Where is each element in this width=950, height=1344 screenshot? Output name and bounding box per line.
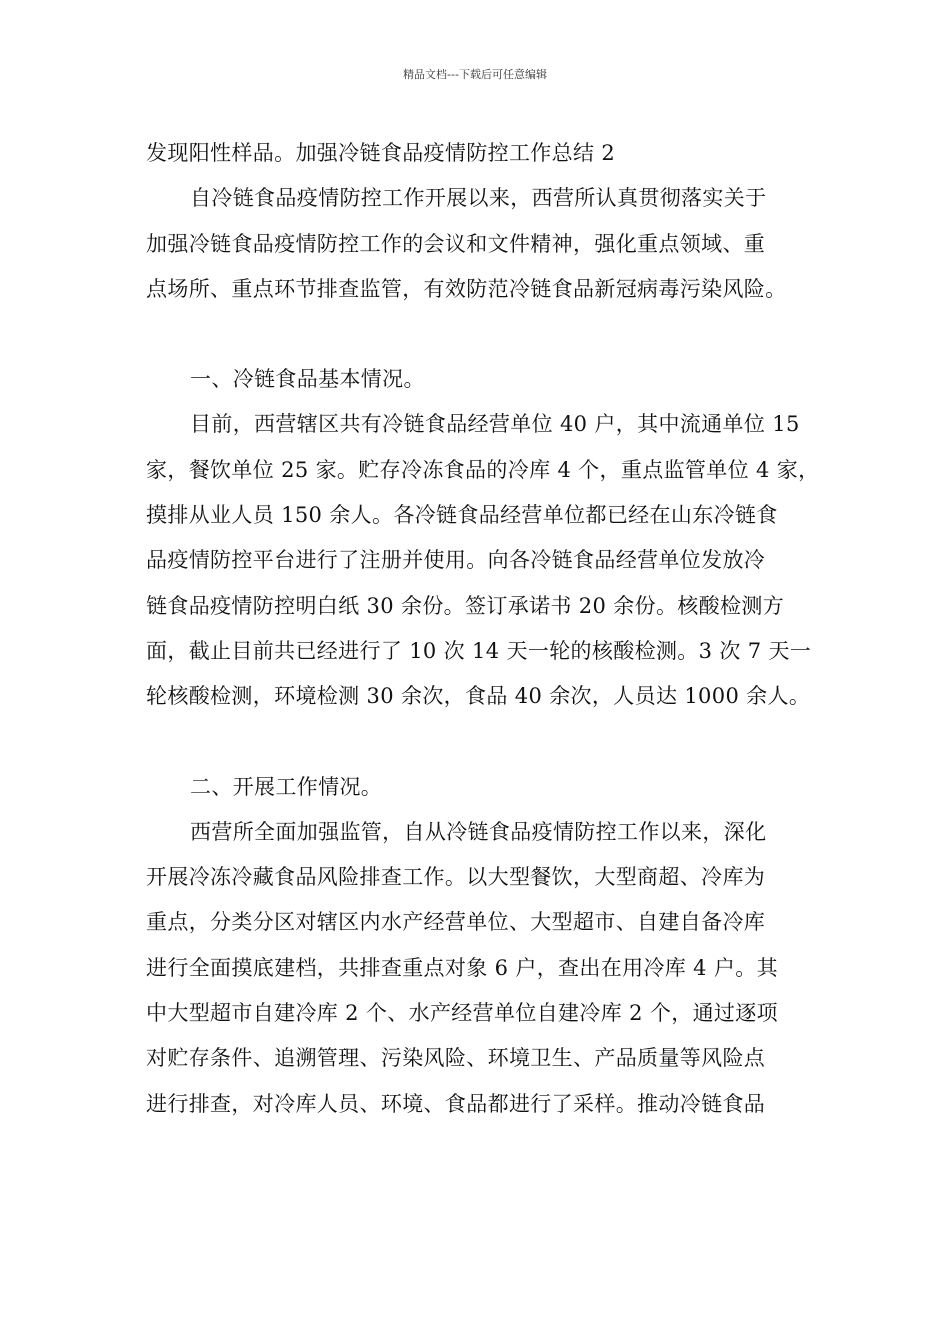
paragraph-gap	[146, 312, 810, 357]
text-line: 进行全面摸底建档，共排查重点对象 6 户，查出在用冷库 4 户。其	[146, 955, 778, 980]
text-line: 点场所、重点环节排查监管，有效防范冷链食品新冠病毒污染风险。	[146, 276, 787, 301]
text-line: 轮核酸检测，环境检测 30 余次，食品 40 余次，人员达 1000 余人。	[146, 684, 811, 709]
document-body	[146, 131, 820, 1127]
text-line: 品疫情防控平台进行了注册并使用。向各冷链食品经营单位发放冷	[146, 548, 766, 573]
paragraph-first-line: 目前，西营辖区共有冷链食品经营单位 40 户，其中流通单位 15	[190, 412, 800, 437]
paragraph-first-line: 西营所全面加强监管，自从冷链食品疫情防控工作以来，深化	[190, 819, 767, 844]
text-line: 发现阳性样品。加强冷链食品疫情防控工作总结 2	[146, 141, 616, 165]
text-line: 对贮存条件、追溯管理、污染风险、环境卫生、产品质量等风险点	[146, 1046, 766, 1071]
text-line: 家，餐饮单位 25 家。贮存冷冻食品的冷库 4 个，重点监管单位 4 家，	[146, 457, 820, 482]
section-heading: 二、开展工作情况。	[190, 774, 383, 799]
paragraph-first-line: 自冷链食品疫情防控工作开展以来，西营所认真贯彻落实关于	[190, 186, 767, 211]
text-line: 开展冷冻冷藏食品风险排查工作。以大型餐饮，大型商超、冷库为	[146, 865, 766, 890]
page-header: 精品文档---下载后可任意编辑	[403, 68, 547, 81]
text-line: 重点，分类分区对辖区内水产经营单位、大型超市、自建自备冷库	[146, 910, 766, 935]
paragraph-gap	[146, 720, 810, 765]
text-line: 摸排从业人员 150 余人。各冷链食品经营单位都已经在山东冷链食	[146, 503, 778, 528]
text-line: 中大型超市自建冷库 2 个、水产经营单位自建冷库 2 个，通过逐项	[146, 1001, 778, 1026]
text-line: 进行排查，对冷库人员、环境、食品都进行了采样。推动冷链食品	[146, 1091, 766, 1116]
section-heading: 一、冷链食品基本情况。	[190, 367, 425, 392]
text-line: 加强冷链食品疫情防控工作的会议和文件精神，强化重点领域、重	[146, 231, 766, 256]
text-line: 面，截止目前共已经进行了 10 次 14 天一轮的核酸检测。3 次 7 天一	[146, 638, 812, 663]
text-line: 链食品疫情防控明白纸 30 余份。签订承诺书 20 余份。核酸检测方	[146, 593, 785, 618]
